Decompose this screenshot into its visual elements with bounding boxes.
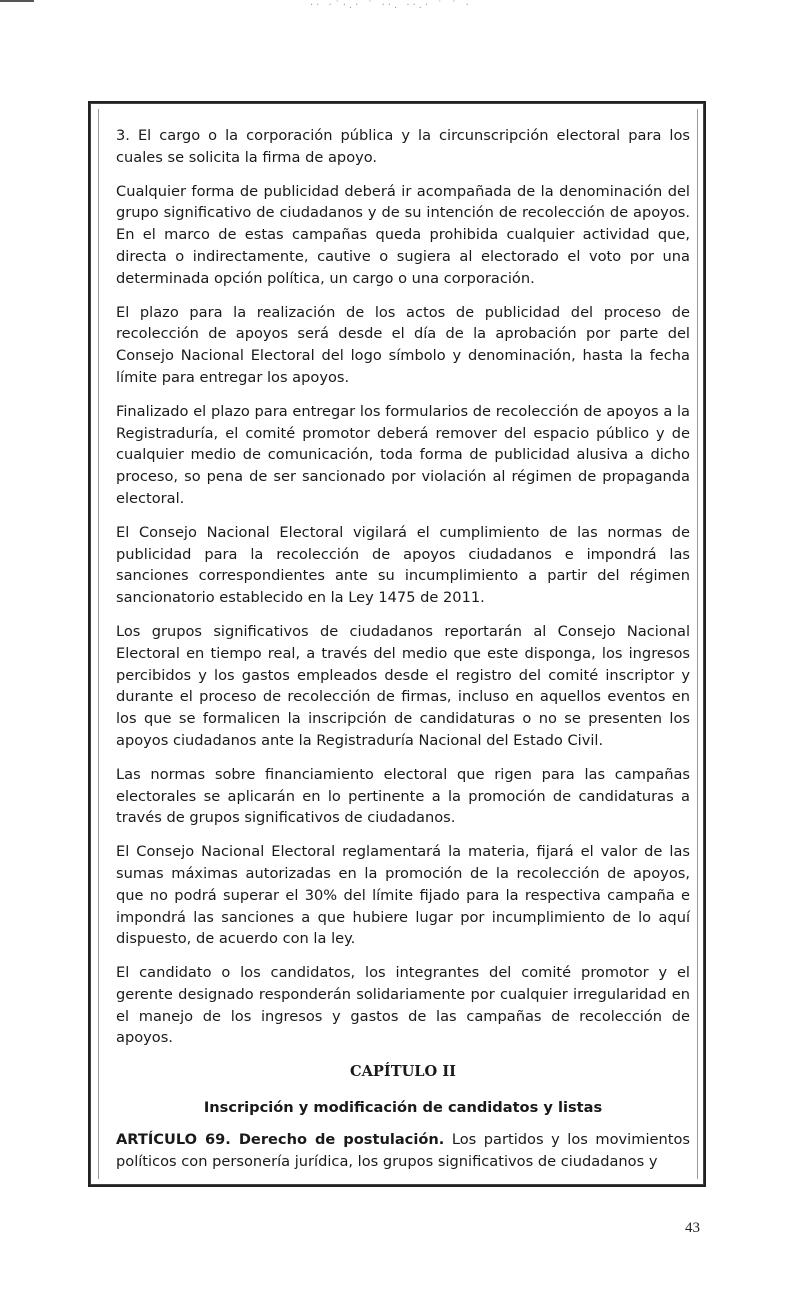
paragraph-liability: El candidato o los candidatos, los integrantes del comité promotor y el gerente designado responderán solidariamente por cualquier irregularidad en el manejo de los ingresos y gastos de las campañas de recolección de apoyos. xyxy=(116,964,690,1047)
scan-corner-mark xyxy=(0,0,34,2)
page-number: 43 xyxy=(685,1220,700,1236)
paragraph-removal: Finalizado el plazo para entregar los formularios de recolección de apoyos a la Registraduría, el comité promotor deberá remover del espacio público y de cualquier medio de comunicación, toda forma de publicidad alusiva a dicho proceso, so pena de ser sancionado por violación al régimen de propaganda electoral. xyxy=(116,402,690,507)
paragraph-financing-rules: Las normas sobre financiamiento electoral que rigen para las campañas electorales se aplicarán en lo pertinente a la promoción de candidaturas a través de grupos significativos de ciudadanos. xyxy=(116,765,690,827)
document-body xyxy=(116,125,690,1184)
paragraph-advertising: Cualquier forma de publicidad deberá ir acompañada de la denominación del grupo significativo de ciudadanos y de su intención de recolección de apoyos. En el marco de estas campañas queda prohibida cualquier actividad que, directa o indirectamente, cautive o sugiera al electorado el voto por una determinada opción política, un cargo o una corporación. xyxy=(116,182,690,287)
article-heading: ARTÍCULO 69. Derecho de postulación. xyxy=(116,1130,445,1148)
chapter-subtitle: Inscripción y modificación de candidatos y listas xyxy=(203,1099,603,1117)
paragraph-regulation: El Consejo Nacional Electoral reglamentará la materia, fijará el valor de las sumas máximas autorizadas en la promoción de la recolección de apoyos, que no podrá superar el 30% del límite fijado para la respectiva campaña e impondrá las sanciones a que hubiere lugar por incumplimiento de lo aquí dispuesto, de acuerdo con la ley. xyxy=(116,843,690,948)
chapter-title: CAPÍTULO II xyxy=(349,1063,457,1081)
paragraph-reporting: Los grupos significativos de ciudadanos reportarán al Consejo Nacional Electoral en tiempo real, a través del medio que este disponga, los ingresos percibidos y los gastos empleados desde el registro del comité inscriptor y durante el proceso de recolección de firmas, incluso en aquellos eventos en los que se formalicen la inscripción de candidaturas o no se presenten los apoyos ciudadanos ante la Registraduría Nacional del Estado Civil. xyxy=(116,622,690,749)
page-frame xyxy=(88,101,706,1187)
article-paragraph xyxy=(116,1129,690,1173)
paragraph-advertising-period: El plazo para la realización de los actos de publicidad del proceso de recolección de apoyos será desde el día de la aprobación por parte del Consejo Nacional Electoral del logo símbolo y denominación, hasta la fecha límite para entregar los apoyos. xyxy=(116,303,690,386)
paragraph-item-3: 3. El cargo o la corporación pública y la circunscripción electoral para los cuales se solicita la firma de apoyo. xyxy=(116,127,690,166)
scan-artifact: ·· ·˙·.· ˙ ··. ··.· ˙ ˙ · xyxy=(310,0,472,11)
paragraph-cne-oversight: El Consejo Nacional Electoral vigilará el cumplimiento de las normas de publicidad para la recolección de apoyos ciudadanos e impondrá las sanciones correspondientes ante su incumplimiento a partir del régimen sancionatorio establecido en la Ley 1475 de 2011. xyxy=(116,523,690,607)
article-text: Los partidos y los movimientos políticos con personería jurídica, los grupos significativos de ciudadanos y xyxy=(116,1130,690,1170)
